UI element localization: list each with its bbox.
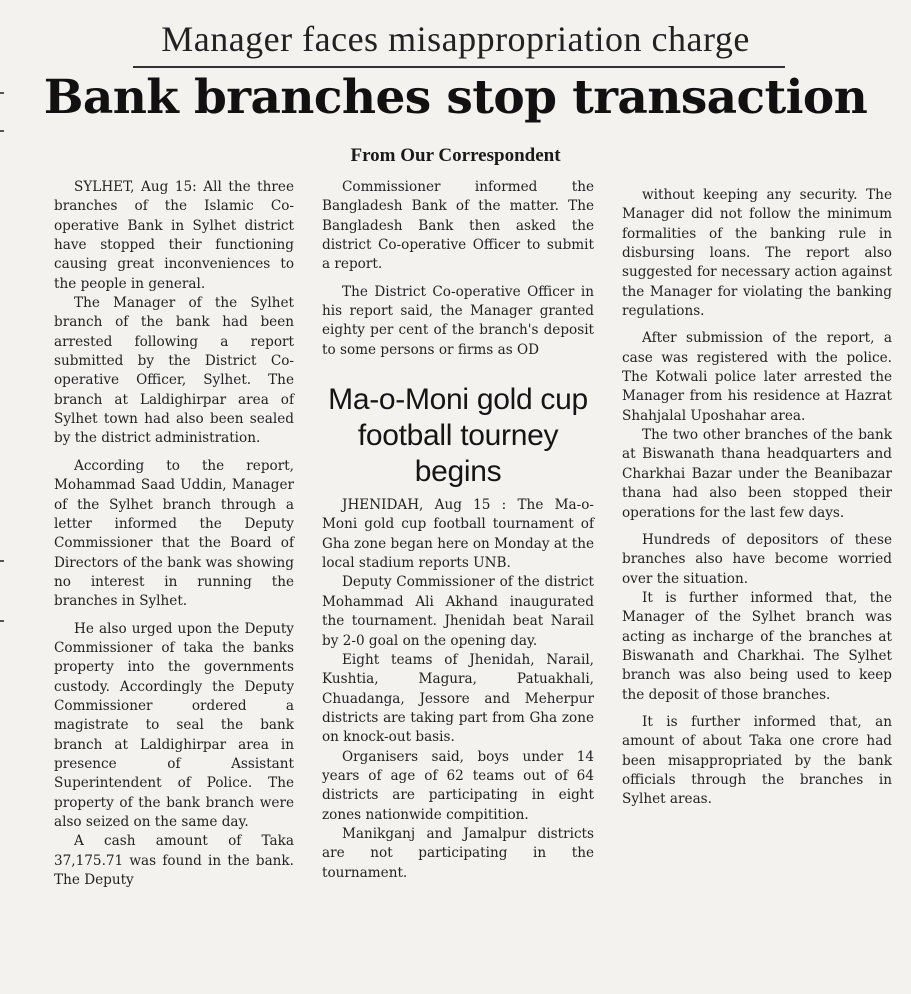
column-1 — [54, 178, 294, 890]
paragraph: The two other branches of the bank at Biswanath thana headquarters and Charkhai Bazar under the Beanibazar thana had also been stopped their operations for the last few days. — [622, 427, 892, 521]
paragraph: without keeping any security. The Manager did not follow the minimum formalities of the banking rule in disbursing loans. The report also suggested for necessary action against the Manager for violating the banking regulations. — [622, 187, 892, 320]
paragraph: Manikganj and Jamalpur districts are not participating in the tournament. — [322, 825, 594, 881]
paragraph: According to the report, Mohammad Saad Uddin, Manager of the Sylhet branch through a letter informed the Deputy Commissioner that the Board of Directors of the bank was showing no interest in running the branches in Sylhet. — [54, 457, 294, 610]
paragraph: He also urged upon the Deputy Commissioner of taka the banks property into the governments custody. Accordingly the Deputy Commissioner ordered a magistrate to seal the bank branch at Laldighirpar area in presence of Assistant Superintendent of Police. The property of the bank branch were also seized on the same day. — [54, 620, 294, 830]
sidebar-headline: Ma-o-Moni gold cup football tourney begins — [328, 383, 588, 489]
edge-mark — [0, 130, 4, 132]
paragraph: Eight teams of Jhenidah, Narail, Kushtia, Magura, Patuakhali, Chuadanga, Jessore and Meherpur districts are taking part from Gha zone on knock-out basis. — [322, 651, 594, 746]
paragraph: Commissioner informed the Bangladesh Bank of the matter. The Bangladesh Bank then asked the district Co-operative Officer to submit a report. — [322, 179, 594, 273]
paragraph: Hundreds of depositors of these branches also have become worried over the situation. — [622, 531, 892, 587]
column-2 — [322, 178, 594, 883]
paragraph: Organisers said, boys under 14 years of age of 62 teams out of 64 districts are participating in eight zones nationwide compitition. — [322, 748, 594, 823]
kicker-headline: Manager faces misappropriation charge — [161, 19, 750, 59]
paragraph: Deputy Commissioner of the district Mohammad Ali Akhand inaugurated the tournament. Jhenidah beat Narail by 2-0 goal on the opening day. — [322, 574, 594, 649]
column-3 — [622, 186, 892, 810]
paragraph: JHENIDAH, Aug 15 : The Ma-o-Moni gold cup football tournament of Gha zone began here on Monday at the local stadium reports UNB. — [322, 497, 594, 572]
kicker-underline — [133, 66, 785, 68]
paragraph: It is further informed that, the Manager of the Sylhet branch was acting as incharge of the branches at Biswanath and Charkhai. The Sylhet branch was also being used to keep the deposit of those branches. — [622, 589, 892, 703]
byline: From Our Correspondent — [350, 145, 561, 166]
edge-mark — [0, 560, 4, 562]
paragraph: After submission of the report, a case was registered with the police. The Kotwali police later arrested the Manager from his residence at Hazrat Shahjalal Uposhahar area. — [622, 330, 892, 424]
paragraph: The District Co-operative Officer in his report said, the Manager granted eighty per cent of the branch's deposit to some persons or firms as OD — [322, 283, 594, 358]
paragraph: SYLHET, Aug 15: All the three branches of the Islamic Co-operative Bank in Sylhet district have stopped their functioning causing great inconveniences to the people in general. — [54, 179, 294, 292]
edge-mark — [0, 620, 4, 622]
paragraph: A cash amount of Taka 37,175.71 was found in the bank. The Deputy — [54, 833, 294, 889]
paragraph: It is further informed that, an amount of about Taka one crore had been misappropriated by the bank officials through the branches in Sylhet areas. — [622, 713, 892, 808]
main-headline: Bank branches stop transaction — [43, 70, 868, 125]
paragraph: The Manager of the Sylhet branch of the bank had been arrested following a report submitted by the District Co-operative Officer, Sylhet. The branch at Laldighirpar area of Sylhet town had also been sealed by the district administration. — [54, 295, 294, 447]
